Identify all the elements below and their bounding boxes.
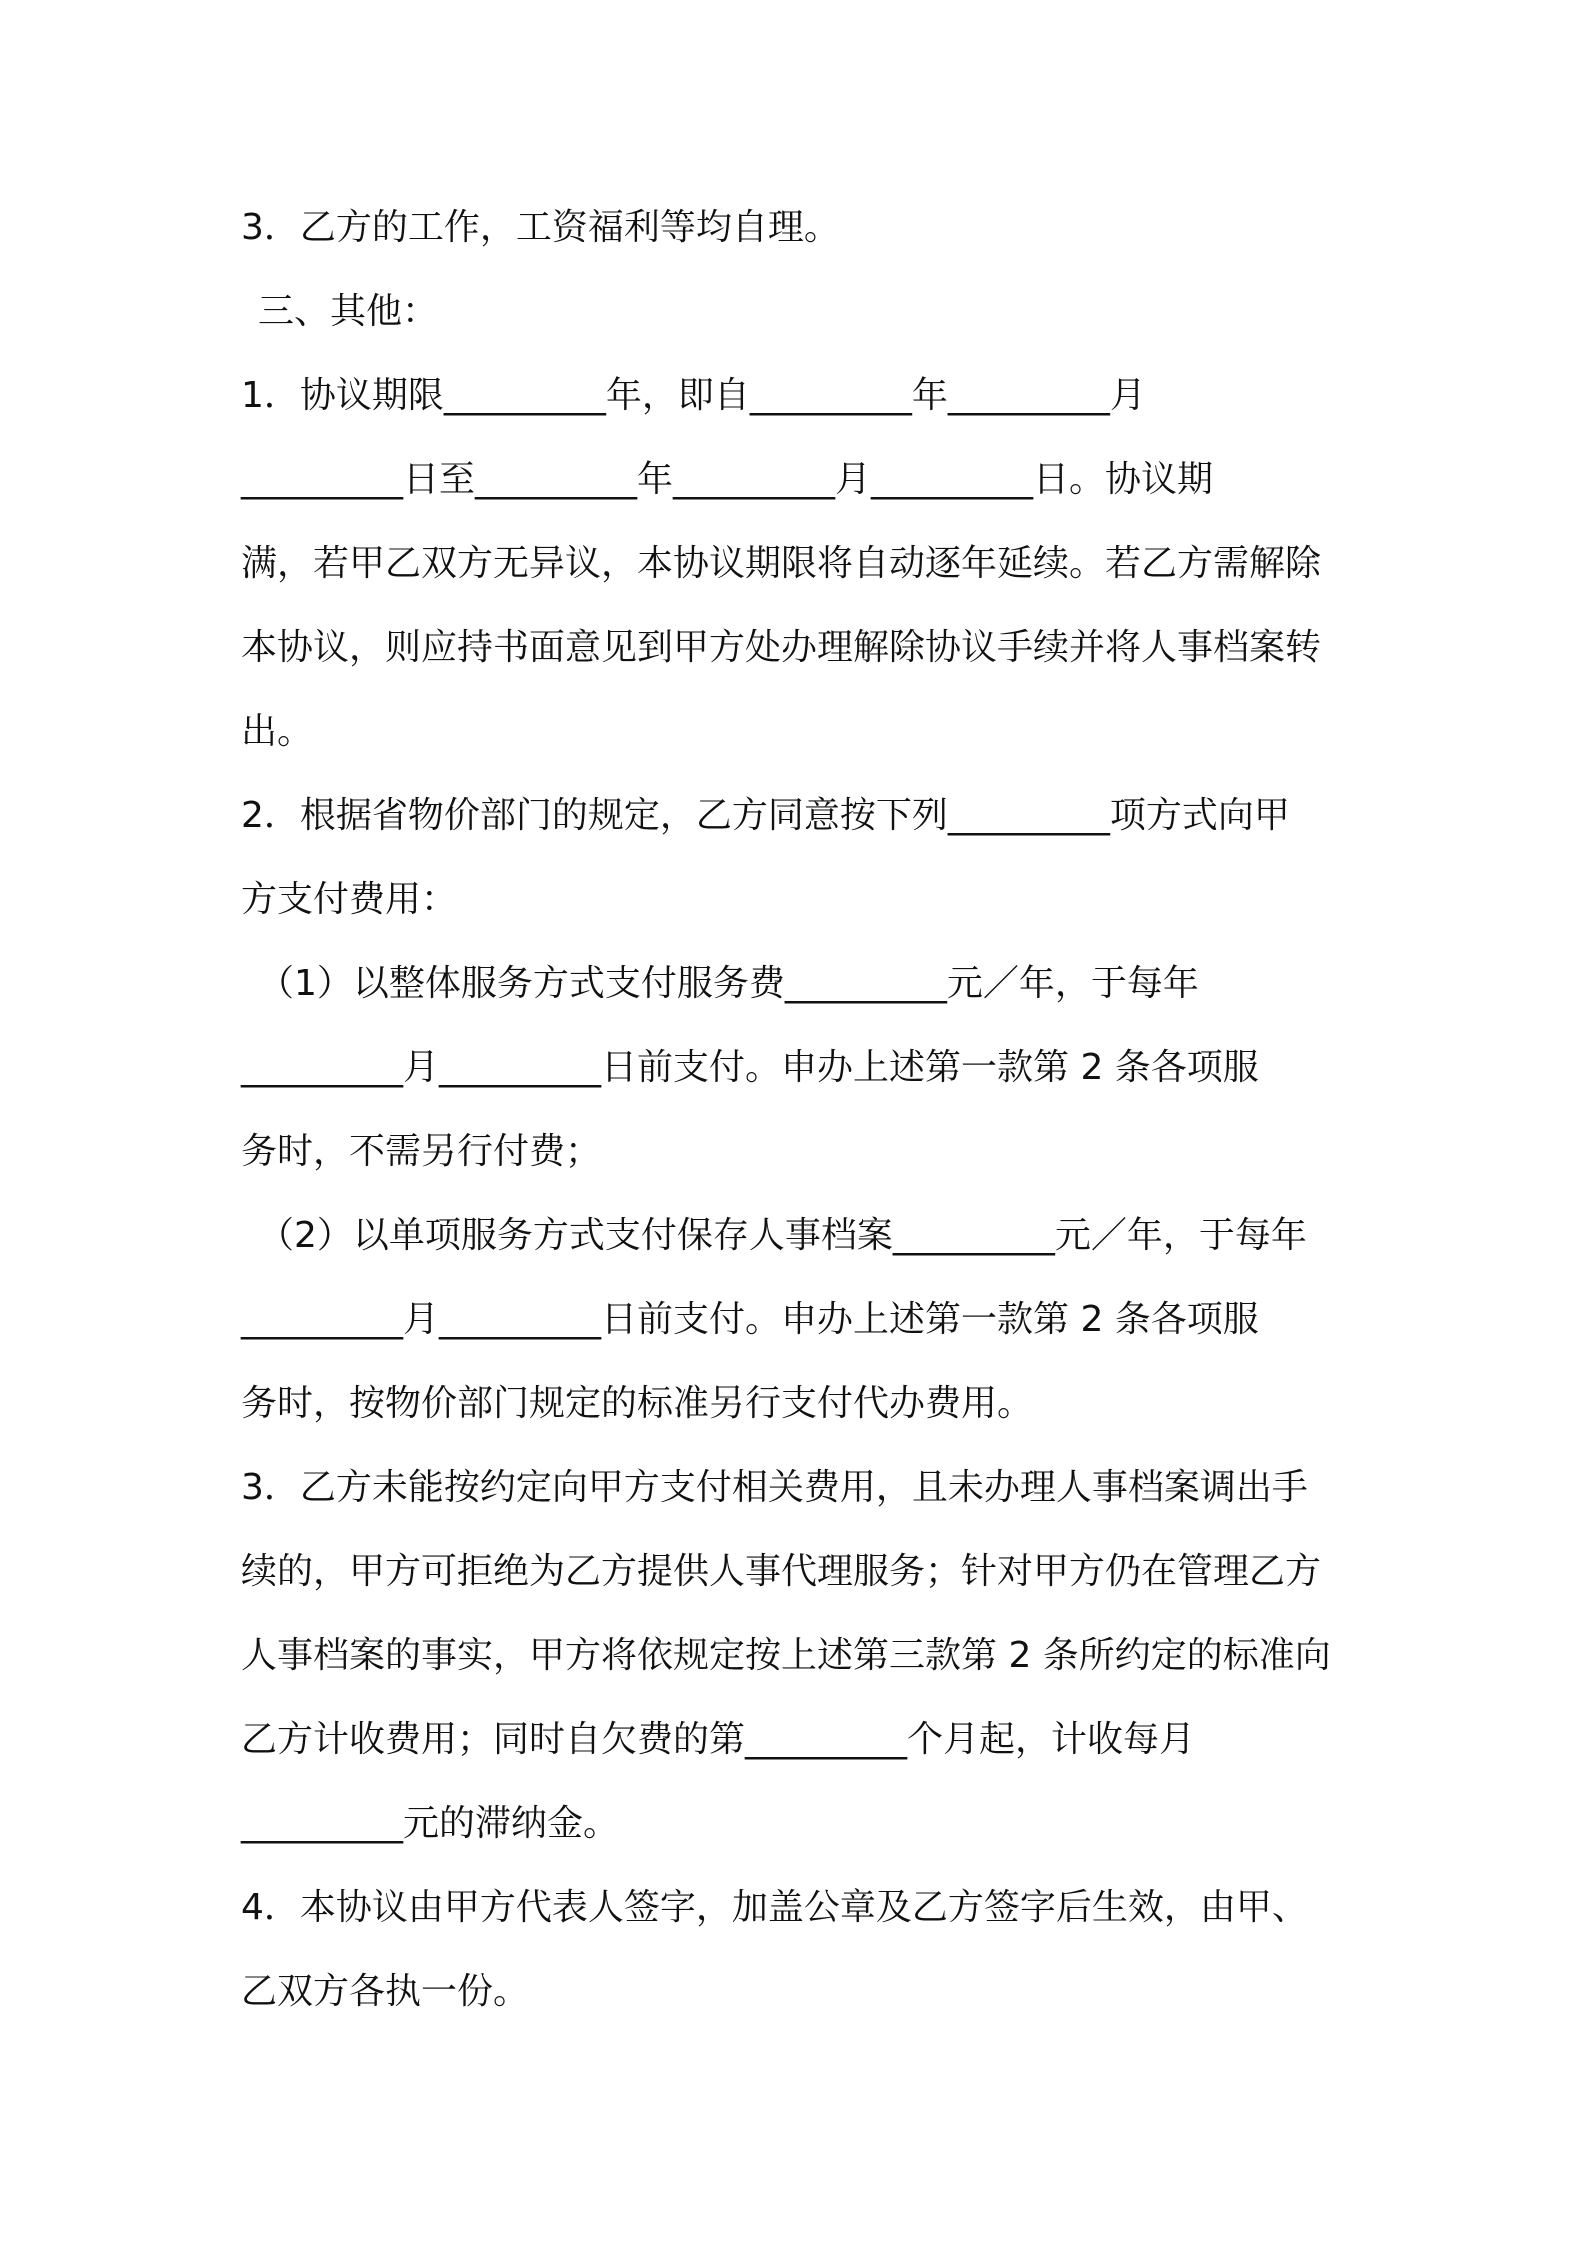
- clause-3-1-line-2: _________日至_________年_________月_________日。协议期: [241, 459, 1214, 500]
- clause-3-1-line-1: 1．协议期限_________年，即自_________年_________月: [241, 375, 1146, 416]
- option-2-line-2: _________月_________日前支付。申办上述第一款第 2 条各项服: [241, 1299, 1259, 1340]
- option-2-line-3: 务时，按物价部门规定的标准另行支付代办费用。: [241, 1383, 1034, 1424]
- option-1-line-1: （1）以整体服务方式支付服务费_________元／年，于每年: [258, 963, 1199, 1004]
- option-1-line-2: _________月_________日前支付。申办上述第一款第 2 条各项服: [241, 1047, 1259, 1088]
- clause-3-3-line-5: _________元的滞纳金。: [241, 1803, 620, 1844]
- clause-3-1-line-4: 本协议，则应持书面意见到甲方处办理解除协议手续并将人事档案转: [241, 627, 1322, 668]
- section-3-heading: 三、其他：: [258, 291, 439, 332]
- clause-3-3-line-3: 人事档案的事实，甲方将依规定按上述第三款第 2 条所约定的标准向: [241, 1635, 1331, 1676]
- clause-3-3-line-1: 3．乙方未能按约定向甲方支付相关费用，且未办理人事档案调出手: [241, 1467, 1308, 1508]
- clause-2-3: 3．乙方的工作，工资福利等均自理。: [241, 207, 840, 248]
- clause-3-4-line-2: 乙双方各执一份。: [241, 1971, 530, 2012]
- clause-3-2-line-2: 方支付费用：: [241, 879, 458, 920]
- option-1-line-3: 务时，不需另行付费；: [241, 1131, 602, 1172]
- clause-3-3-line-2: 续的，甲方可拒绝为乙方提供人事代理服务；针对甲方仍在管理乙方: [241, 1551, 1322, 1592]
- clause-3-2-line-1: 2．根据省物价部门的规定，乙方同意按下列_________项方式向甲: [241, 795, 1290, 836]
- clause-3-1-line-3: 满，若甲乙双方无异议，本协议期限将自动逐年延续。若乙方需解除: [241, 543, 1322, 584]
- clause-3-4-line-1: 4．本协议由甲方代表人签字，加盖公章及乙方签字后生效，由甲、: [241, 1887, 1308, 1928]
- clause-3-1-line-5: 出。: [241, 711, 314, 752]
- option-2-line-1: （2）以单项服务方式支付保存人事档案_________元／年，于每年: [258, 1215, 1307, 1256]
- clause-3-3-line-4: 乙方计收费用；同时自欠费的第_________个月起，计收每月: [241, 1719, 1196, 1760]
